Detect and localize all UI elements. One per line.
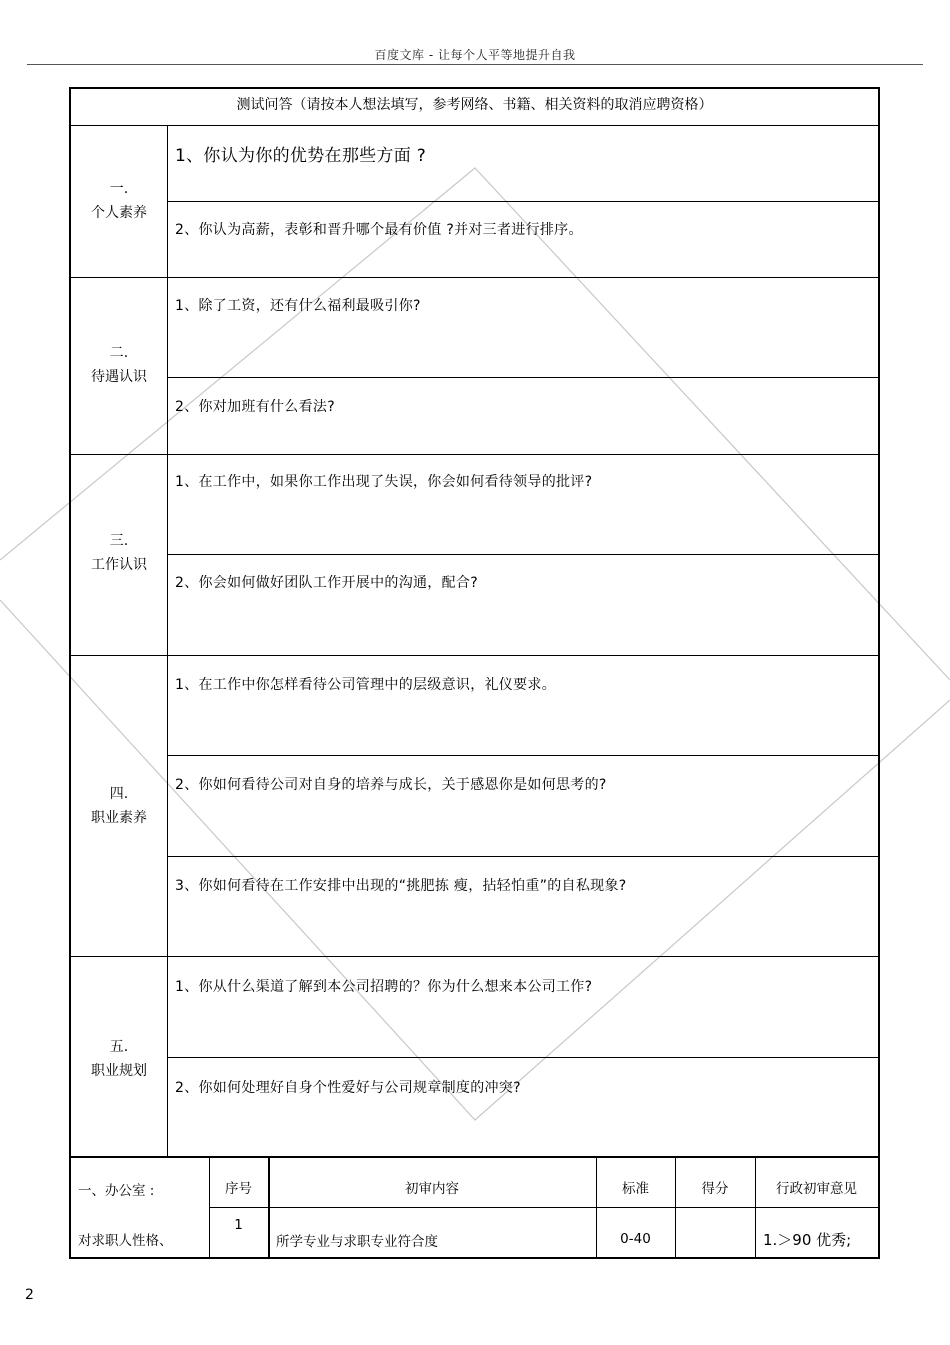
row-1-opinion: 1.＞90 优秀; xyxy=(763,1231,852,1249)
question-3-2: 2、你会如何做好团队工作开展中的沟通，配合? xyxy=(175,575,478,591)
questionnaire-table xyxy=(69,87,880,1259)
divider xyxy=(167,755,878,756)
section-2-label xyxy=(71,341,167,389)
question-1-1: 1、你认为你的优势在那些方面 ? xyxy=(175,146,427,166)
header-score: 得分 xyxy=(701,1181,729,1197)
section-name: 待遇认识 xyxy=(91,369,147,385)
divider xyxy=(209,1158,210,1259)
header-rule xyxy=(27,64,923,65)
section-5-label xyxy=(71,1035,167,1083)
divider xyxy=(71,125,878,126)
section-number: 三. xyxy=(109,533,129,549)
row-1-standard: 0-40 xyxy=(620,1231,651,1247)
divider xyxy=(71,655,878,656)
header-standard: 标准 xyxy=(622,1181,649,1197)
divider xyxy=(675,1158,676,1259)
section-number: 一. xyxy=(109,181,129,197)
divider xyxy=(71,454,878,455)
section-number: 二. xyxy=(109,345,129,361)
section-name: 职业规划 xyxy=(91,1063,147,1079)
page-number: 2 xyxy=(25,1287,34,1303)
question-4-1: 1、在工作中你怎样看待公司管理中的层级意识，礼仪要求。 xyxy=(175,677,557,693)
divider xyxy=(167,554,878,555)
divider xyxy=(71,277,878,278)
divider xyxy=(71,1156,878,1158)
page-header: 百度文库 - 让每个人平等地提升自我 xyxy=(374,48,576,62)
question-1-2: 2、你认为高薪，表彰和晋升哪个最有价值 ?并对三者进行排序。 xyxy=(175,222,583,238)
divider xyxy=(755,1158,756,1259)
section-3-label xyxy=(71,529,167,577)
question-5-2: 2、你如何处理好自身个性爱好与公司规章制度的冲突? xyxy=(175,1080,521,1096)
section-number: 四. xyxy=(109,786,129,802)
row-1-content: 所学专业与求职专业符合度 xyxy=(276,1234,438,1250)
review-label-office: 一、办公室 : xyxy=(78,1183,155,1199)
review-label-criteria: 对求职人性格、 xyxy=(78,1233,173,1249)
section-name: 职业素养 xyxy=(91,810,147,826)
section-1-label xyxy=(71,177,167,225)
divider xyxy=(167,125,168,1156)
question-2-1: 1、除了工资，还有什么福利最吸引你? xyxy=(175,298,421,314)
question-4-3: 3、你如何看待在工作安排中出现的“挑肥拣 瘦，拈轻怕重”的自私现象? xyxy=(175,878,627,894)
header-content: 初审内容 xyxy=(405,1181,459,1197)
section-name: 工作认识 xyxy=(91,557,147,573)
question-5-1: 1、你从什么渠道了解到本公司招聘的？你为什么想来本公司工作? xyxy=(175,979,593,995)
divider xyxy=(167,856,878,857)
question-4-2: 2、你如何看待公司对自身的培养与成长，关于感恩你是如何思考的? xyxy=(175,777,607,793)
section-4-label xyxy=(71,782,167,830)
divider xyxy=(167,201,878,202)
divider xyxy=(167,377,878,378)
question-3-1: 1、在工作中，如果你工作出现了失误，你会如何看待领导的批评? xyxy=(175,474,593,490)
divider xyxy=(167,1057,878,1058)
divider xyxy=(209,1207,878,1208)
divider xyxy=(71,956,878,957)
row-1-index: 1 xyxy=(234,1217,243,1233)
section-number: 五. xyxy=(109,1039,129,1055)
header-opinion: 行政初审意见 xyxy=(776,1181,857,1197)
section-name: 个人素养 xyxy=(91,205,147,221)
question-2-2: 2、你对加班有什么看法? xyxy=(175,399,335,415)
header-index: 序号 xyxy=(225,1181,252,1197)
table-title: 测试问答（请按本人想法填写，参考网络、书籍、相关资料的取消应聘资格） xyxy=(236,97,713,113)
divider xyxy=(268,1158,270,1259)
